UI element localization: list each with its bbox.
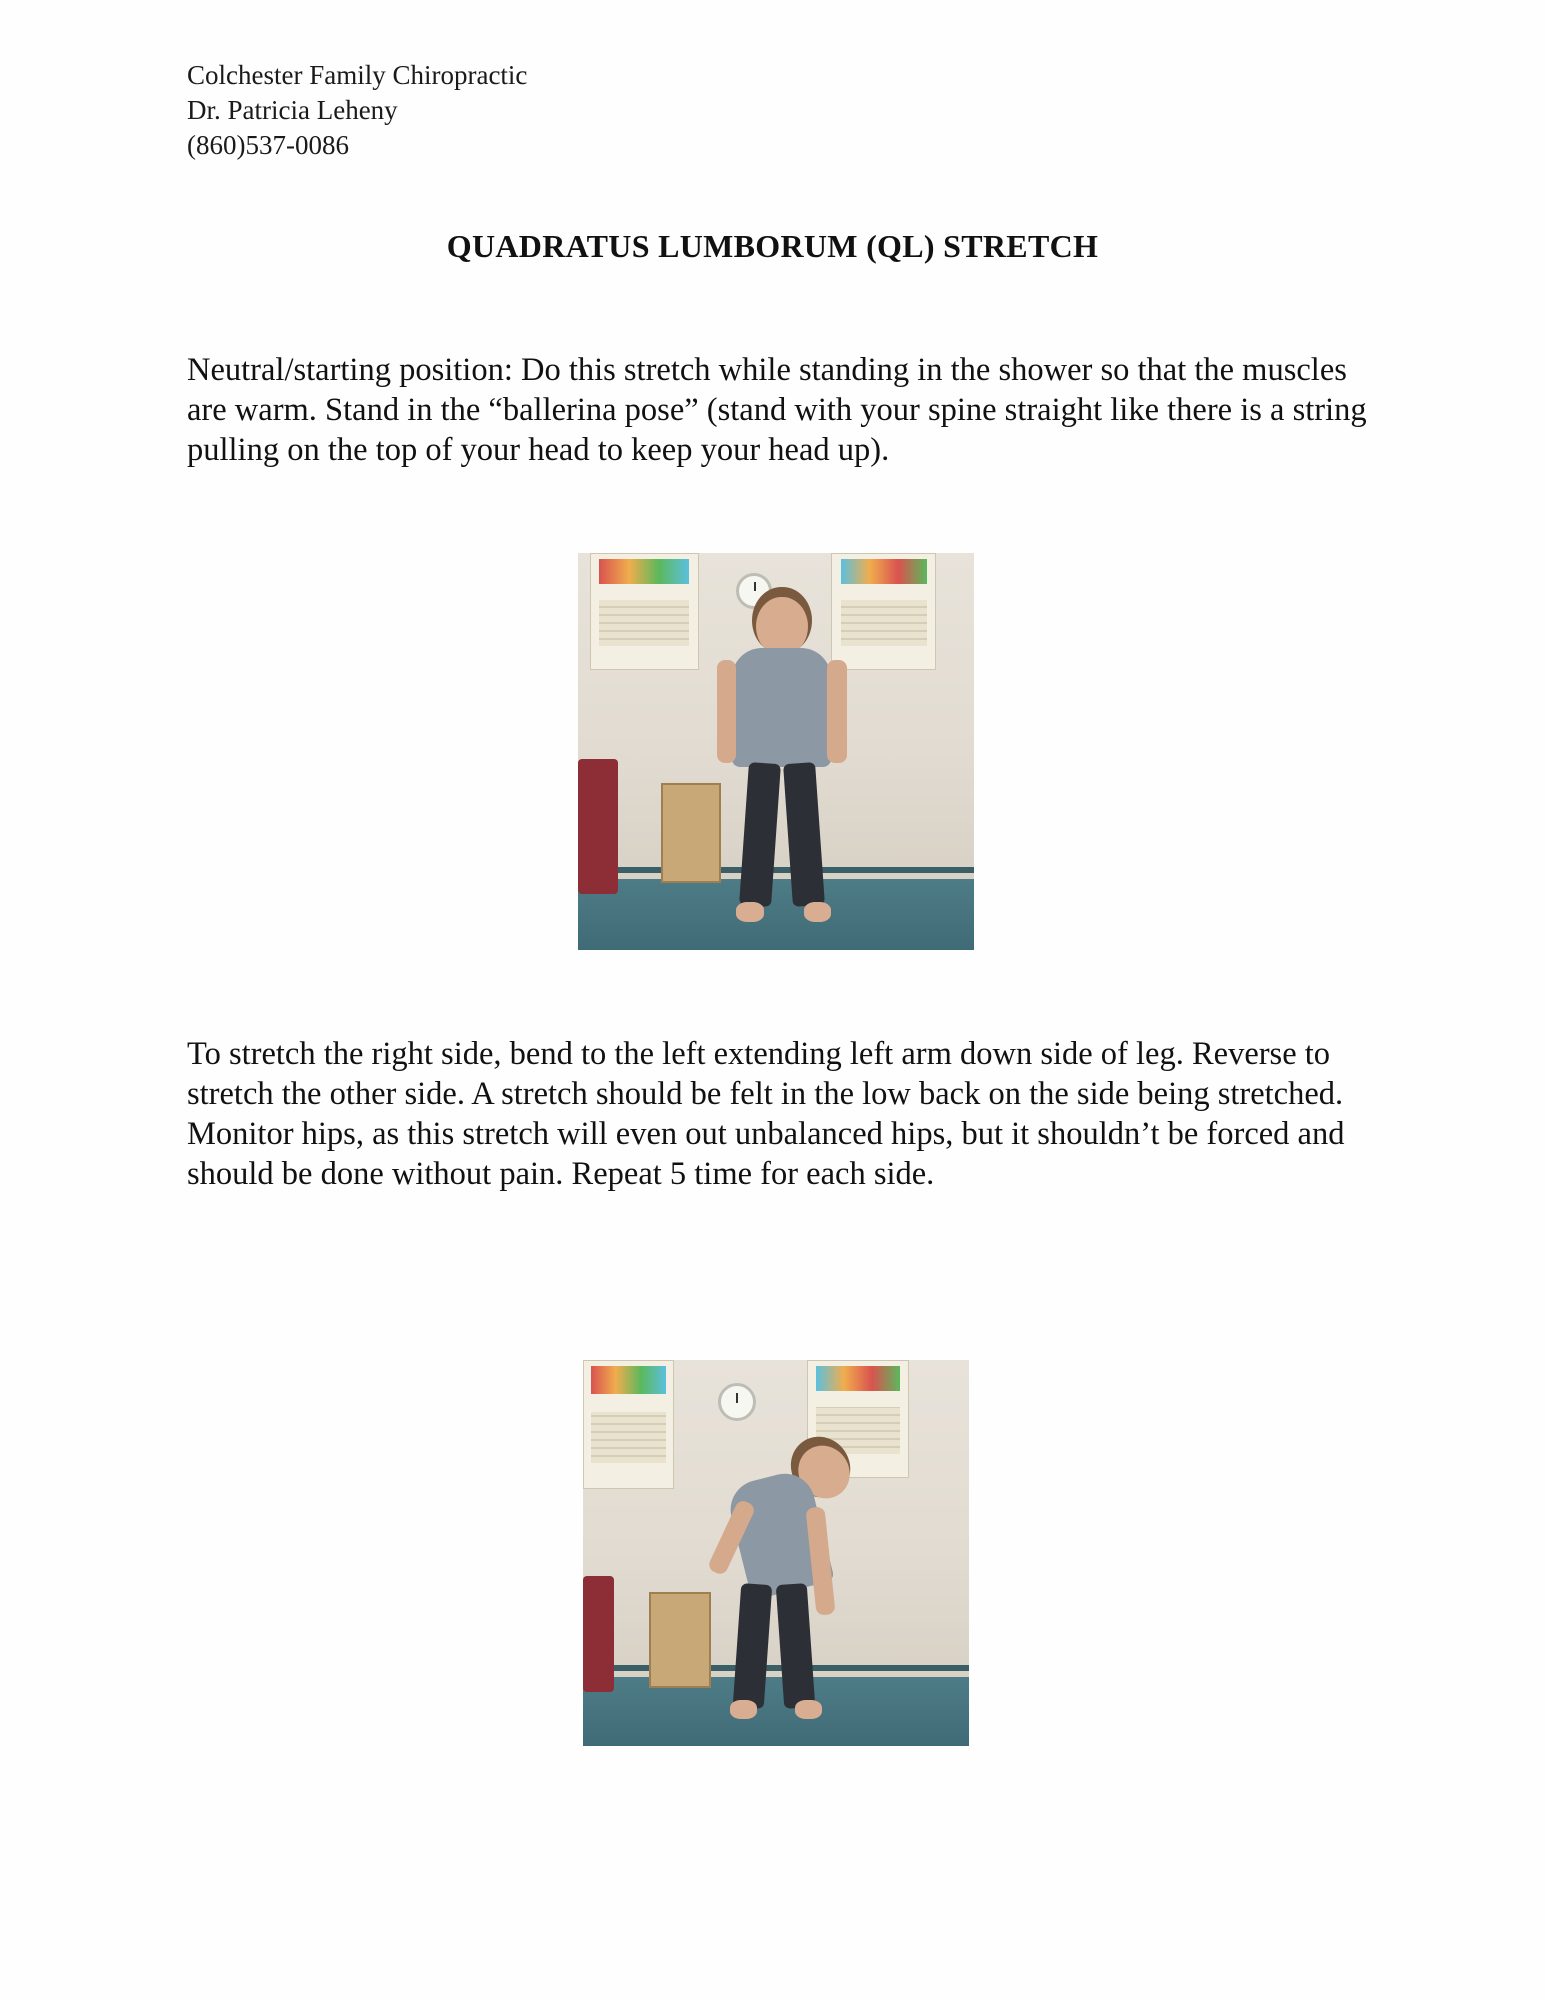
- chair: [583, 1576, 614, 1692]
- phone-number: (860)537-0086: [187, 130, 349, 160]
- letterhead: [187, 58, 527, 163]
- magazine-rack: [661, 783, 720, 882]
- person-head: [756, 597, 807, 657]
- stretch-instructions-paragraph: To stretch the right side, bend to the left extending left arm down side of leg. Reverse to stretch the other side. A stretch should be felt in the low back on the side being stretched. Monitor hips, as this stretch will even out unbalanced hips, but it shouldn’t be forced and should be done without pain. Repeat 5 time for each side.: [187, 1036, 1345, 1192]
- wall-clock: [718, 1383, 756, 1421]
- person-foot-left: [730, 1700, 757, 1719]
- wall-poster-right: [831, 553, 936, 670]
- clinic-name: Colchester Family Chiropractic: [187, 60, 528, 90]
- document-title: QUADRATUS LUMBORUM (QL) STRETCH: [446, 228, 1099, 264]
- person-arm-right: [827, 660, 847, 763]
- person-shirt: [732, 648, 831, 767]
- photo-floor: [583, 1677, 969, 1746]
- photo-baseboard: [583, 1665, 969, 1671]
- wall-poster-left: [590, 553, 699, 670]
- doctor-name: Dr. Patricia Leheny: [187, 95, 398, 125]
- photo-floor: [578, 879, 974, 950]
- magazine-rack: [649, 1592, 711, 1689]
- wall-poster-left: [583, 1360, 674, 1489]
- person-foot-right: [804, 902, 832, 922]
- person-arm-left: [717, 660, 737, 763]
- person-foot-left: [736, 902, 764, 922]
- photo-baseboard: [578, 867, 974, 873]
- starting-position-paragraph: Neutral/starting position: Do this stretch while standing in the shower so that the muscles are warm. Stand in the “ballerina pose” (stand with your spine straight like there is a string pulling on the top of your head to keep your head up).: [187, 352, 1367, 468]
- side-bend-stretch-photo: [583, 1360, 969, 1746]
- chair: [578, 759, 618, 894]
- neutral-position-photo: [578, 553, 974, 950]
- person-foot-right: [795, 1700, 822, 1719]
